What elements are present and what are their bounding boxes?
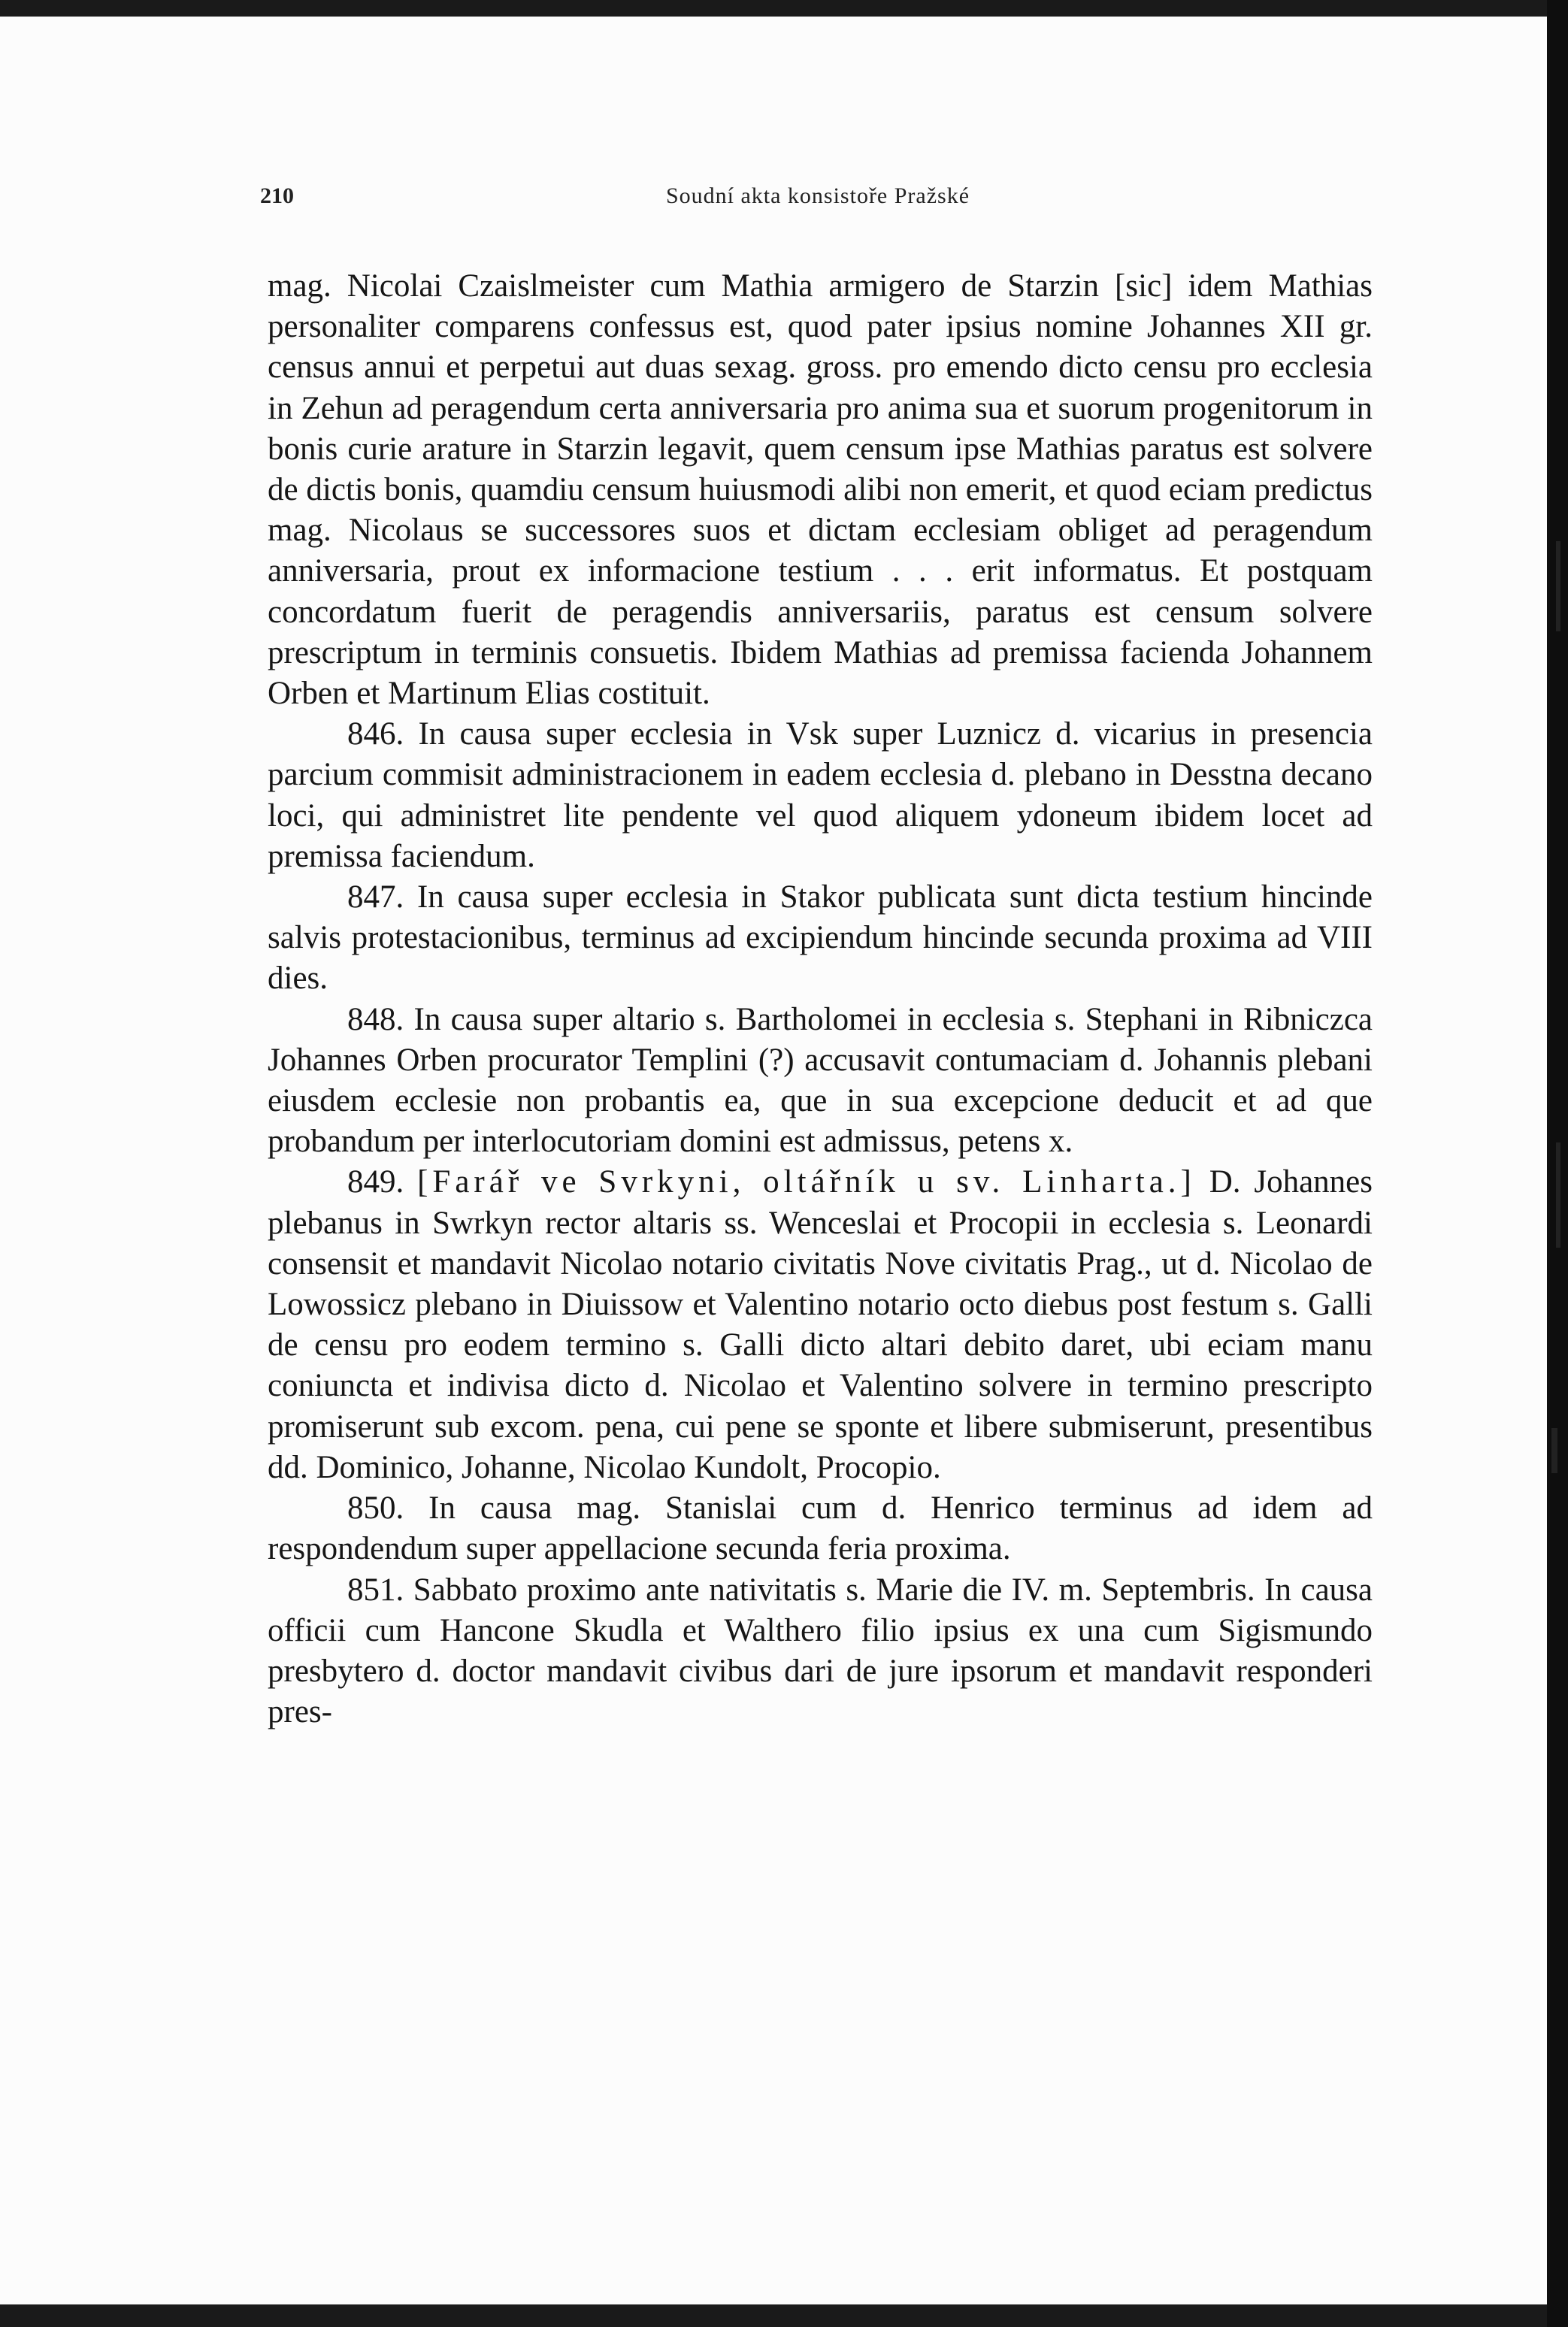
entry-heading: [Farář ve Svrkyni, oltářník u sv. Linharta.] bbox=[417, 1164, 1196, 1200]
entry-846: 846. In causa super ecclesia in Vsk super Luznicz d. vicarius in presencia parcium commisit administracionem in eadem ecclesia d. plebano in Desstna decano loci, qui administret lite pendente vel quod aliquem ydoneum ibidem locet ad premissa faciendum. bbox=[268, 716, 1373, 874]
paragraph-continuation: mag. Nicolai Czaislmeister cum Mathia armigero de Starzin [sic] idem Mathias personaliter comparens confessus est, quod pater ipsius nomine Johannes XII gr. census annui et perpetui aut duas sexag. gross. pro emendo dicto censu pro ecclesia in Zehun ad peragendum certa anniversaria pro anima sua et suorum progenitorum in bonis curie arature in Starzin legavit, quem censum ipse Mathias paratus est solvere de dictis bonis, quamdiu censum huiusmodi alibi non emerit, et quod eciam predictus mag. Nicolaus se successores suos et dictam ecclesiam obliget ad peragendum anniversaria, prout ex informacione testium . . . erit informatus. Et postquam concordatum fuerit de peragendis anniversariis, paratus est censum solvere prescriptum in terminis consuetis. Ibidem Mathias ad premissa facienda Johannem Orben et Martinum Elias costituit. bbox=[268, 268, 1373, 712]
body-text bbox=[268, 266, 1373, 1732]
binding-mark bbox=[1556, 1142, 1560, 1248]
page-number: 210 bbox=[260, 183, 294, 208]
entry-848: 848. In causa super altario s. Bartholomei in ecclesia s. Stephani in Ribniczca Johannes Orben procurator Templini (?) accusavit contumaciam d. Johannis plebani eiusdem ecclesie non probantis ea, que in sua excepcione deducit et ad que probandum per interlocutoriam domini est admissus, petens x. bbox=[268, 1001, 1373, 1160]
entry-851: 851. Sabbato proximo ante nativitatis s. Marie die IV. m. Septembris. In causa officii cum Hancone Skudla et Walthero filio ipsius ex una cum Sigismundo presbytero d. doctor mandavit civibus dari de jure ipsorum et mandavit responderi pres- bbox=[268, 1572, 1373, 1730]
entry-847: 847. In causa super ecclesia in Stakor publicata sunt dicta testium hincinde salvis protestacionibus, terminus ad excipiendum hincinde secunda proxima ad VIII dies. bbox=[268, 879, 1373, 997]
entry-number: 849. bbox=[347, 1164, 404, 1200]
running-head bbox=[260, 183, 1376, 213]
binding-mark bbox=[1556, 541, 1560, 631]
running-title: Soudní akta konsistoře Pražské bbox=[665, 183, 970, 208]
entry-849 bbox=[268, 1162, 1373, 1488]
entry-850: 850. In causa mag. Stanislai cum d. Henrico terminus ad idem ad respondendum super appellacione secunda feria proxima. bbox=[268, 1490, 1373, 1567]
entry-body: D. Johannes plebanus in Swrkyn rector altaris ss. Wenceslai et Procopii in ecclesia s. Leonardi consensit et mandavit Nicolao notario civitatis Nove civitatis Prag., ut d. Nicolao de Lowossicz plebano in Diuissow et Valentino notario octo diebus post festum s. Galli de censu pro eodem termino s. Galli dicto altari debito daret, ubi eciam manu coniuncta et indivisa dicto d. Nicolao et Valentino solvere in termino prescripto promiserunt sub excom. pena, cui pene se sponte et libere submiserunt, presentibus dd. Dominico, Johanne, Nicolao Kundolt, Procopio. bbox=[268, 1164, 1373, 1485]
binding-mark bbox=[1551, 1428, 1557, 1473]
